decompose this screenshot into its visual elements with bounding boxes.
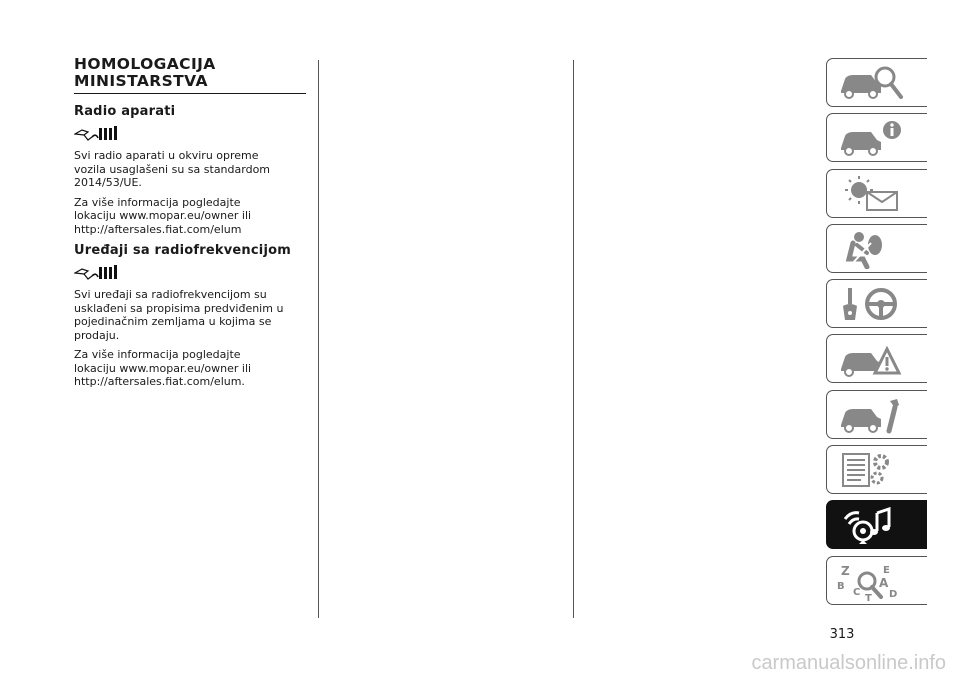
radio-paragraph-1: Svi radio aparati u okviru opreme vozila usaglašeni su sa standardom 2014/53/UE.	[74, 149, 271, 189]
index-letter: A	[879, 575, 889, 590]
column-divider	[318, 60, 319, 618]
rf-paragraph-1: Svi uređaji sa radiofrekvencijom su usklađeni sa propisima predviđenim u pojedinačnim zemljama u kojima se prodaju.	[74, 288, 284, 342]
column-divider	[573, 60, 574, 618]
index-letter: E	[883, 564, 890, 576]
tab-multimedia[interactable]	[826, 500, 927, 549]
rf-paragraph-2: Za više informacija pogledajte lokaciju www.mopar.eu/owner ili http://aftersales.fiat.com/elum.	[74, 348, 252, 388]
section-title	[74, 56, 306, 94]
page-number: 313	[829, 627, 855, 642]
car-wrench-icon	[837, 395, 909, 435]
tab-car-search[interactable]	[826, 58, 927, 107]
index-letter: T	[865, 592, 872, 601]
tab-maintenance[interactable]	[826, 390, 927, 439]
alphabet-index-icon	[837, 561, 909, 601]
airbag-seat-icon	[837, 229, 909, 269]
section-title-line2: MINISTARSTVA	[74, 72, 208, 90]
key-steering-wheel-icon	[837, 284, 909, 324]
car-search-icon	[837, 63, 909, 103]
section-title-line1: HOMOLOGACIJA	[74, 55, 216, 73]
homologation-plug-icon	[74, 264, 118, 281]
left-column	[74, 56, 306, 395]
index-letter: Z	[841, 563, 850, 578]
watermark: carmanualsonline.info	[751, 652, 946, 674]
tab-car-info[interactable]	[826, 113, 927, 162]
index-letter: D	[889, 588, 898, 600]
tab-index[interactable]	[826, 556, 927, 605]
chapter-tabs	[826, 58, 928, 611]
tab-safety[interactable]	[826, 224, 927, 273]
rf-heading: Uređaji sa radiofrekvencijom	[74, 243, 291, 258]
radio-heading: Radio aparati	[74, 104, 176, 119]
multimedia-music-icon	[837, 505, 909, 545]
tab-starting-driving[interactable]	[826, 279, 927, 328]
car-info-icon	[837, 118, 909, 158]
index-letter: C	[853, 586, 861, 598]
tab-warning-lights[interactable]	[826, 169, 927, 218]
radio-paragraph-2: Za više informacija pogledajte lokaciju www.mopar.eu/owner ili http://aftersales.fiat.com/elum	[74, 195, 252, 236]
index-letter: B	[837, 580, 845, 592]
tab-emergency[interactable]	[826, 334, 927, 383]
car-warning-triangle-icon	[837, 339, 909, 379]
homologation-plug-icon	[74, 125, 118, 142]
spec-sheet-gear-icon	[837, 450, 909, 490]
warning-light-message-icon	[837, 174, 909, 214]
tab-technical-data[interactable]	[826, 445, 927, 494]
